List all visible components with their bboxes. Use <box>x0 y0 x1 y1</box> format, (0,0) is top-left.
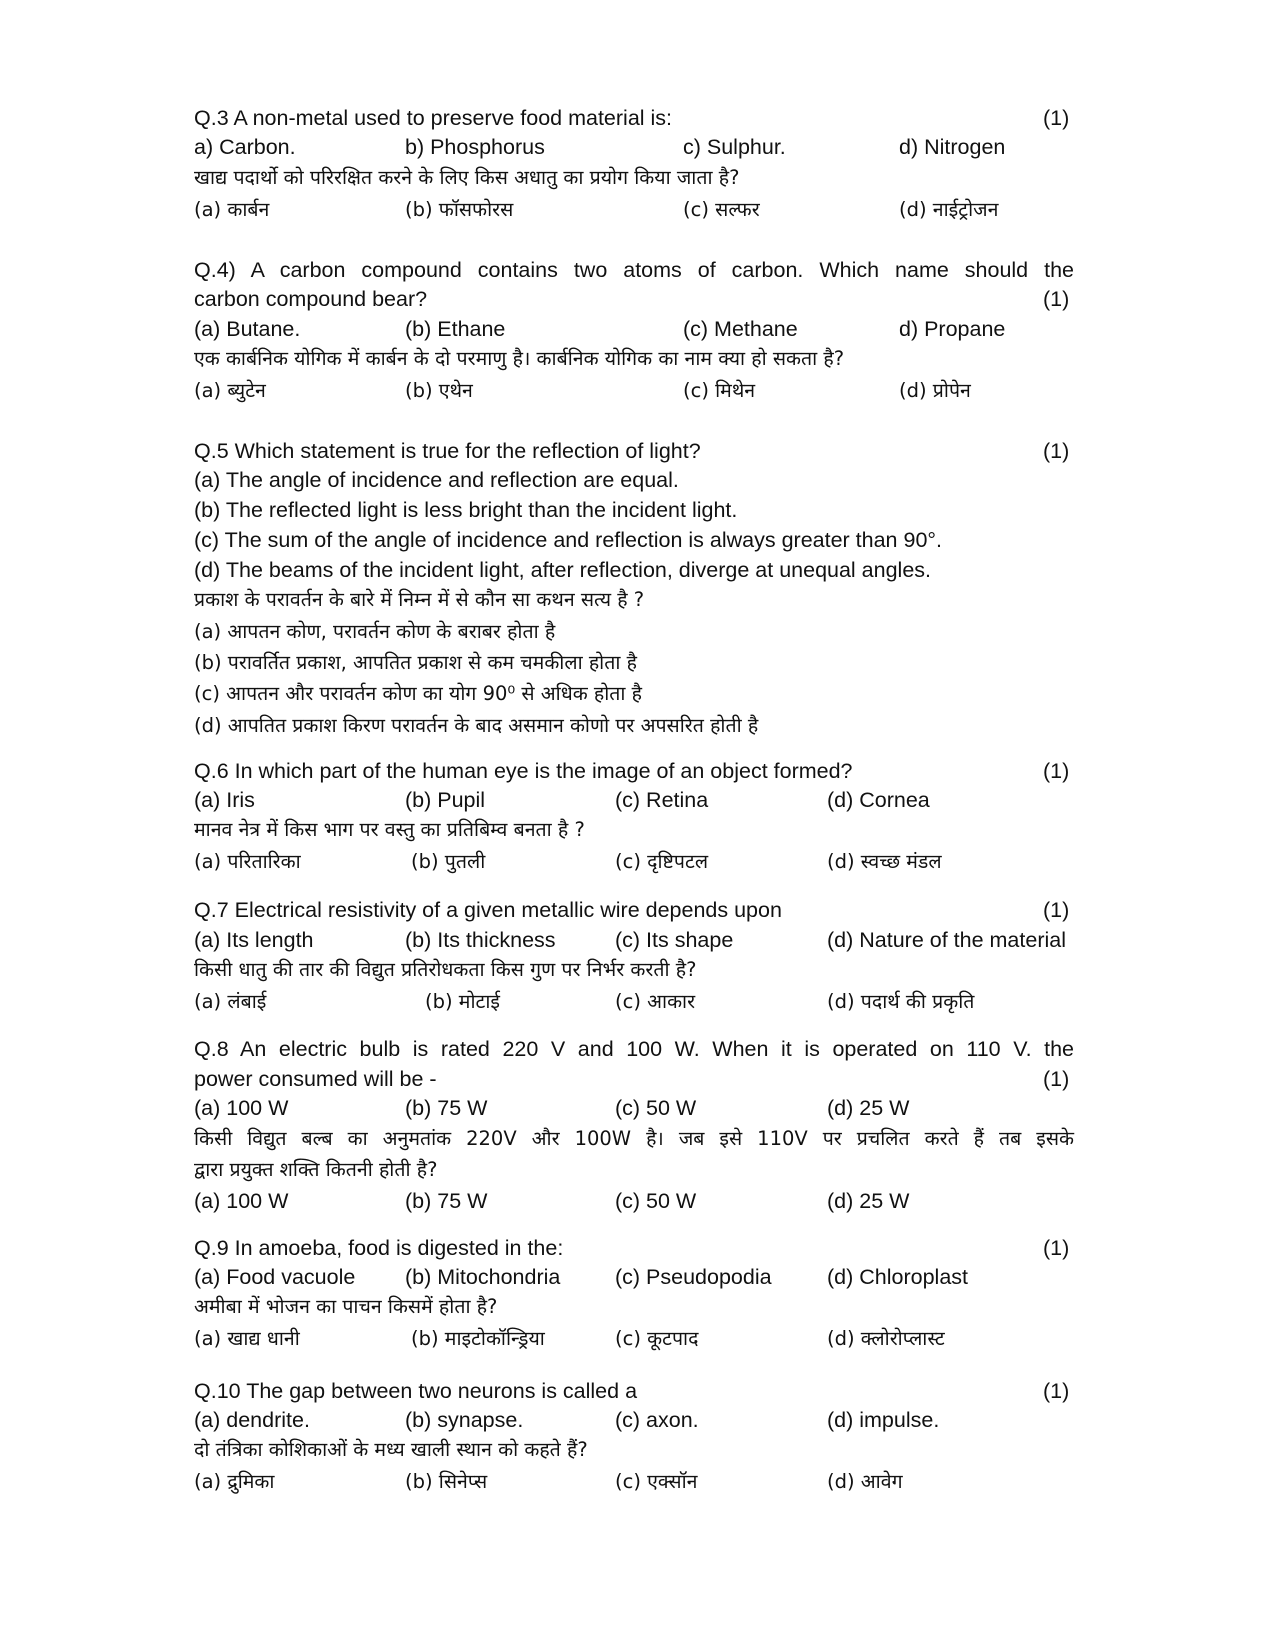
q5-option-b-hindi: (b) परावर्तित प्रकाश, आपतित प्रकाश से कम चमकीला होता है <box>194 651 637 674</box>
q10-question: Q.10 The gap between two neurons is called a <box>194 1379 638 1403</box>
q6-option-d: (d) Cornea <box>827 788 930 812</box>
q10-options <box>194 1405 1275 1435</box>
q9-option-b-hindi: (b) माइटोकॉन्ड्रिया <box>411 1327 545 1350</box>
q10-question-row <box>194 1376 1275 1406</box>
q9-option-a: (a) Food vacuole <box>194 1265 356 1289</box>
q10-options-hindi <box>194 1467 1275 1497</box>
q3-question-hindi: खाद्य पदार्थो को परिरक्षित करने के लिए किस अधातु का प्रयोग किया जाता है? <box>194 166 740 189</box>
q5-option-a: (a) The angle of incidence and reflection are equal. <box>194 468 679 492</box>
q7-option-d: (d) Nature of the material <box>827 928 1066 952</box>
q4-question-hindi: एक कार्बनिक योगिक में कार्बन के दो परमाणु है। कार्बनिक योगिक का नाम क्या हो सकता है? <box>194 347 845 370</box>
q4-option-b: (b) Ethane <box>405 317 506 341</box>
q7-question-row <box>194 895 1275 925</box>
q9-option-b: (b) Mitochondria <box>405 1265 561 1289</box>
q4-option-a-hindi: (a) ब्युटेन <box>194 379 266 402</box>
q4-marks: (1) <box>1043 287 1070 311</box>
q7-option-c-hindi: (c) आकार <box>615 990 696 1013</box>
q5-option-d-hindi: (d) आपतित प्रकाश किरण परावर्तन के बाद असमान कोणो पर अपसरित होती है <box>194 714 759 737</box>
q10-option-c-hindi: (c) एक्सॉन <box>615 1470 698 1493</box>
q8-option-a: (a) 100 W <box>194 1096 289 1120</box>
q5-question-row <box>194 436 1275 466</box>
q5-option-d: (d) The beams of the incident light, after reflection, diverge at unequal angles. <box>194 558 932 582</box>
q3-option-c-hindi: (c) सल्फर <box>683 198 760 221</box>
q6-option-b-hindi: (b) पुतली <box>411 850 486 873</box>
q3-option-d: d) Nitrogen <box>899 135 1006 159</box>
q5-option-c: (c) The sum of the angle of incidence and reflection is always greater than 90°. <box>194 528 942 552</box>
q4-question-text-1: Q.4) A carbon compound contains two atoms of carbon. Which name should the <box>194 258 1074 282</box>
q4-options-hindi <box>194 376 1275 406</box>
q9-question: Q.9 In amoeba, food is digested in the: <box>194 1236 564 1260</box>
q6-question-row <box>194 756 1275 786</box>
q6-question-hindi: मानव नेत्र में किस भाग पर वस्तु का प्रतिबिम्व बनता है ? <box>194 818 585 841</box>
q5-marks: (1) <box>1043 439 1070 463</box>
q7-option-a: (a) Its length <box>194 928 314 952</box>
q8-option-b: (b) 75 W <box>405 1096 488 1120</box>
q4-option-b-hindi: (b) एथेन <box>405 379 473 402</box>
q9-option-d: (d) Chloroplast <box>827 1265 968 1289</box>
q8-question-text-1: Q.8 An electric bulb is rated 220 V and 100 W. When it is operated on 110 V. the <box>194 1037 1074 1061</box>
q7-option-a-hindi: (a) लंबाई <box>194 990 267 1013</box>
q7-option-c: (c) Its shape <box>615 928 734 952</box>
q7-options-hindi <box>194 987 1275 1017</box>
q9-options <box>194 1262 1275 1292</box>
q8-question-hindi-line1 <box>194 1124 1275 1154</box>
q3-options-hindi <box>194 195 1275 225</box>
q9-marks: (1) <box>1043 1236 1070 1260</box>
q3-option-d-hindi: (d) नाईट्रोजन <box>899 198 999 221</box>
q8-options-hindi <box>194 1186 1275 1216</box>
q8-option-b-hindi: (b) 75 W <box>405 1189 488 1213</box>
q4-options <box>194 314 1275 344</box>
q7-question: Q.7 Electrical resistivity of a given metallic wire depends upon <box>194 898 782 922</box>
q8-marks: (1) <box>1043 1067 1070 1091</box>
q5-option-b: (b) The reflected light is less bright than the incident light. <box>194 498 738 522</box>
q8-question-text-2: power consumed will be - <box>194 1067 437 1091</box>
q3-options <box>194 132 1275 162</box>
q10-option-c: (c) axon. <box>615 1408 699 1432</box>
q8-option-d-hindi: (d) 25 W <box>827 1189 910 1213</box>
q9-option-d-hindi: (d) क्लोरोप्लास्ट <box>827 1327 945 1350</box>
q3-question: Q.3 A non-metal used to preserve food material is: <box>194 106 673 130</box>
q9-options-hindi <box>194 1324 1275 1354</box>
q4-option-c: (c) Methane <box>683 317 798 341</box>
q3-option-b: b) Phosphorus <box>405 135 545 159</box>
q4-question-line1 <box>194 255 1275 285</box>
q8-question-row <box>194 1064 1275 1094</box>
q10-option-a-hindi: (a) द्रुमिका <box>194 1470 275 1493</box>
q7-option-d-hindi: (d) पदार्थ की प्रकृति <box>827 990 975 1013</box>
q5-question: Q.5 Which statement is true for the reflection of light? <box>194 439 701 463</box>
q8-option-c: (c) 50 W <box>615 1096 697 1120</box>
q7-option-b: (b) Its thickness <box>405 928 556 952</box>
q4-option-d: d) Propane <box>899 317 1006 341</box>
q9-option-c-hindi: (c) कूटपाद <box>615 1327 699 1350</box>
q3-marks: (1) <box>1043 106 1070 130</box>
q3-option-a: a) Carbon. <box>194 135 296 159</box>
q7-question-hindi: किसी धातु की तार की विद्युत प्रतिरोधकता किस गुण पर निर्भर करती है? <box>194 958 697 981</box>
q8-question-hindi-line2: द्वारा प्रयुक्त शक्ति कितनी होती है? <box>194 1158 438 1181</box>
q3-option-a-hindi: (a) कार्बन <box>194 198 270 221</box>
q8-option-c-hindi: (c) 50 W <box>615 1189 697 1213</box>
q4-option-c-hindi: (c) मिथेन <box>683 379 756 402</box>
q4-question-text-2: carbon compound bear? <box>194 287 428 311</box>
q7-options <box>194 925 1275 955</box>
q10-option-b-hindi: (b) सिनेप्स <box>405 1470 488 1493</box>
q7-marks: (1) <box>1043 898 1070 922</box>
q9-option-a-hindi: (a) खाद्य धानी <box>194 1327 300 1350</box>
q6-option-b: (b) Pupil <box>405 788 486 812</box>
q3-question-row <box>194 103 1275 133</box>
q10-question-hindi: दो तंत्रिका कोशिकाओं के मध्य खाली स्थान को कहते हैं? <box>194 1438 588 1461</box>
q8-question-line1 <box>194 1034 1275 1064</box>
q8-option-d: (d) 25 W <box>827 1096 910 1120</box>
q6-option-a: (a) Iris <box>194 788 255 812</box>
q4-option-a: (a) Butane. <box>194 317 301 341</box>
q6-option-c-hindi: (c) दृष्टिपटल <box>615 850 709 873</box>
q10-option-b: (b) synapse. <box>405 1408 524 1432</box>
q9-question-row <box>194 1233 1275 1263</box>
q4-question-row <box>194 284 1275 314</box>
q10-option-a: (a) dendrite. <box>194 1408 310 1432</box>
q6-question: Q.6 In which part of the human eye is the image of an object formed? <box>194 759 853 783</box>
q10-marks: (1) <box>1043 1379 1070 1403</box>
q6-marks: (1) <box>1043 759 1070 783</box>
q9-option-c: (c) Pseudopodia <box>615 1265 772 1289</box>
q7-option-b-hindi: (b) मोटाई <box>425 990 500 1013</box>
q8-options <box>194 1093 1275 1123</box>
q6-option-a-hindi: (a) परितारिका <box>194 850 301 873</box>
q9-question-hindi: अमीबा में भोजन का पाचन किसमें होता है? <box>194 1295 498 1318</box>
q8-question-hindi-text-1: किसी विद्युत बल्ब का अनुमतांक 220V और 100W है। जब इसे 110V पर प्रचलित करते हैं तब इसके <box>194 1127 1074 1150</box>
q3-option-c: c) Sulphur. <box>683 135 786 159</box>
q6-option-d-hindi: (d) स्वच्छ मंडल <box>827 850 942 873</box>
q6-option-c: (c) Retina <box>615 788 709 812</box>
q8-option-a-hindi: (a) 100 W <box>194 1189 289 1213</box>
q4-option-d-hindi: (d) प्रोपेन <box>899 379 971 402</box>
q5-option-a-hindi: (a) आपतन कोण, परावर्तन कोण के बराबर होता है <box>194 620 556 643</box>
q10-option-d: (d) impulse. <box>827 1408 940 1432</box>
q10-option-d-hindi: (d) आवेग <box>827 1470 903 1493</box>
q6-options <box>194 785 1275 815</box>
q6-options-hindi <box>194 847 1275 877</box>
q5-question-hindi: प्रकाश के परावर्तन के बारे में निम्न में से कौन सा कथन सत्य है ? <box>194 588 645 611</box>
q3-option-b-hindi: (b) फॉसफोरस <box>405 198 514 221</box>
q5-option-c-hindi: (c) आपतन और परावर्तन कोण का योग 90⁰ से अधिक होता है <box>194 682 643 705</box>
